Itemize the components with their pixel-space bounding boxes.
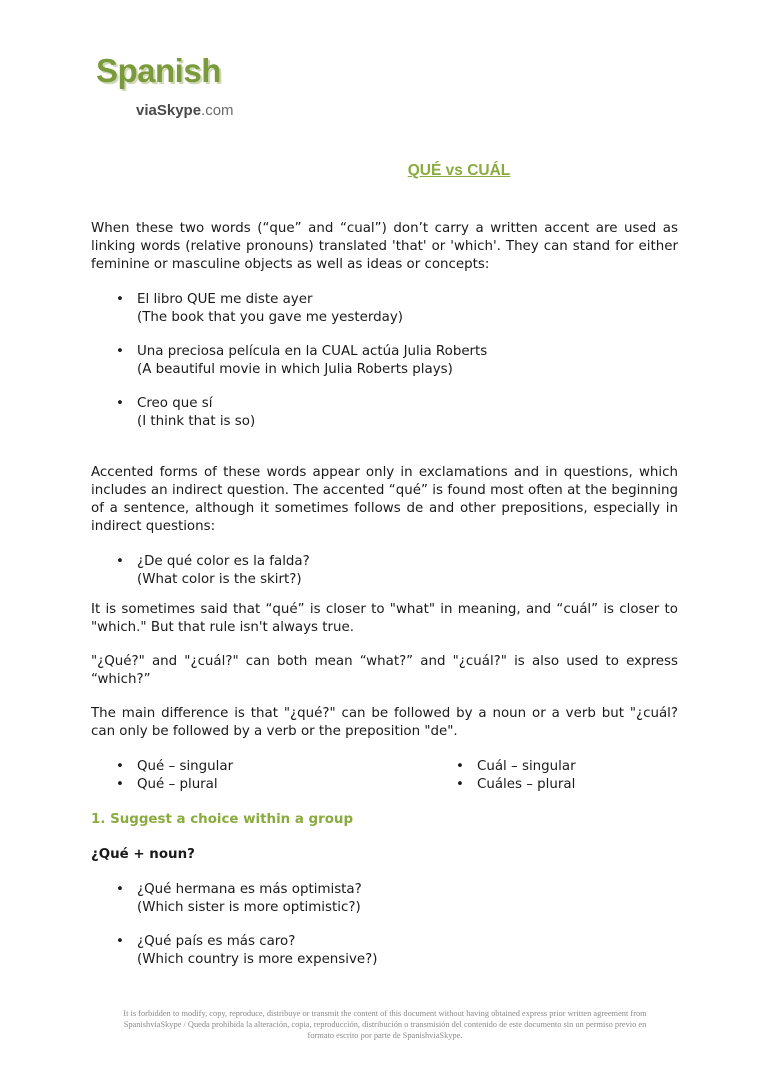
- list-item: • Cuál – singular: [431, 758, 576, 776]
- examples-list-1: [91, 291, 678, 431]
- both-paragraph: "¿Qué?" and "¿cuál?" can both mean “what?” and "¿cuál?" is also used to express “which?”: [91, 654, 678, 687]
- document-body: [91, 220, 678, 969]
- example-es: ¿De qué color es la falda?: [137, 554, 310, 569]
- logo-wordmark: Spanish: [96, 52, 221, 89]
- list-item: • Qué – singular: [91, 758, 431, 776]
- difference-paragraph: The main difference is that "¿qué?" can be followed by a noun or a verb but "¿cuál? can only be followed by a verb or the preposition "de".: [91, 706, 678, 739]
- section-heading: 1. Suggest a choice within a group: [91, 812, 354, 827]
- subheading: ¿Qué + noun?: [91, 847, 195, 862]
- page-title: QUÉ vs CUÁL: [407, 162, 511, 179]
- accented-paragraph: Accented forms of these words appear only in exclamations and in questions, which includes an indirect question. The accented “qué” is found most often at the beginning of a sentence, although it sometimes follows de and other prepositions, especially in indirect questions:: [91, 465, 678, 534]
- example-es: Creo que sí: [137, 396, 213, 411]
- example-en: (The book that you gave me yesterday): [137, 310, 404, 325]
- example-en: (What color is the skirt?): [137, 572, 302, 587]
- example-es: El libro QUE me diste ayer: [137, 292, 313, 307]
- example-en: (Which country is more expensive?): [137, 952, 378, 967]
- intro-paragraph: When these two words (“que” and “cual”) don’t carry a written accent are used as linking words (relative pronouns) translated 'that' or 'which'. They can stand for either feminine or masculine objects as well as ideas or concepts:: [91, 221, 678, 272]
- example-en: (A beautiful movie in which Julia Roberts plays): [137, 362, 453, 377]
- example-es: ¿Qué país es más caro?: [137, 934, 296, 949]
- example-es: ¿Qué hermana es más optimista?: [137, 882, 362, 897]
- logo-subtitle: [136, 102, 234, 119]
- copyright-footer: It is forbidden to modify, copy, reproduce, distribuye or transmit the content of this document without having obtained express prior written agreement from SpanishviaSkype / Queda prohibida la alteración, copia, reproducción, distribución o transmisión del contenido de este documento sin un permiso previo en formato escrito por parte de SpanishviaSkype.: [123, 1009, 647, 1040]
- list-item: [91, 881, 678, 917]
- closer-paragraph: It is sometimes said that “qué” is closer to "what" in meaning, and “cuál” is closer to "which." But that rule isn't always true.: [91, 602, 678, 635]
- example-es: Una preciosa película en la CUAL actúa Julia Roberts: [137, 344, 488, 359]
- logo: [96, 52, 246, 132]
- que-forms-list: [91, 758, 431, 794]
- list-item: • Cuáles – plural: [431, 776, 576, 794]
- examples-list-3: [91, 881, 678, 969]
- logo-subtitle-tail: .com: [201, 102, 234, 119]
- example-en: (I think that is so): [137, 414, 256, 429]
- cual-forms-list: [431, 758, 576, 794]
- logo-subtitle-strong: viaSkype: [136, 102, 202, 119]
- list-item: [91, 291, 678, 327]
- list-item: [91, 553, 678, 589]
- example-en: (Which sister is more optimistic?): [137, 900, 361, 915]
- list-item: [91, 933, 678, 969]
- list-item: [91, 343, 678, 379]
- list-item: • Qué – plural: [91, 776, 431, 794]
- examples-list-2: [91, 553, 678, 589]
- list-item: [91, 395, 678, 431]
- forms-columns: [91, 758, 678, 794]
